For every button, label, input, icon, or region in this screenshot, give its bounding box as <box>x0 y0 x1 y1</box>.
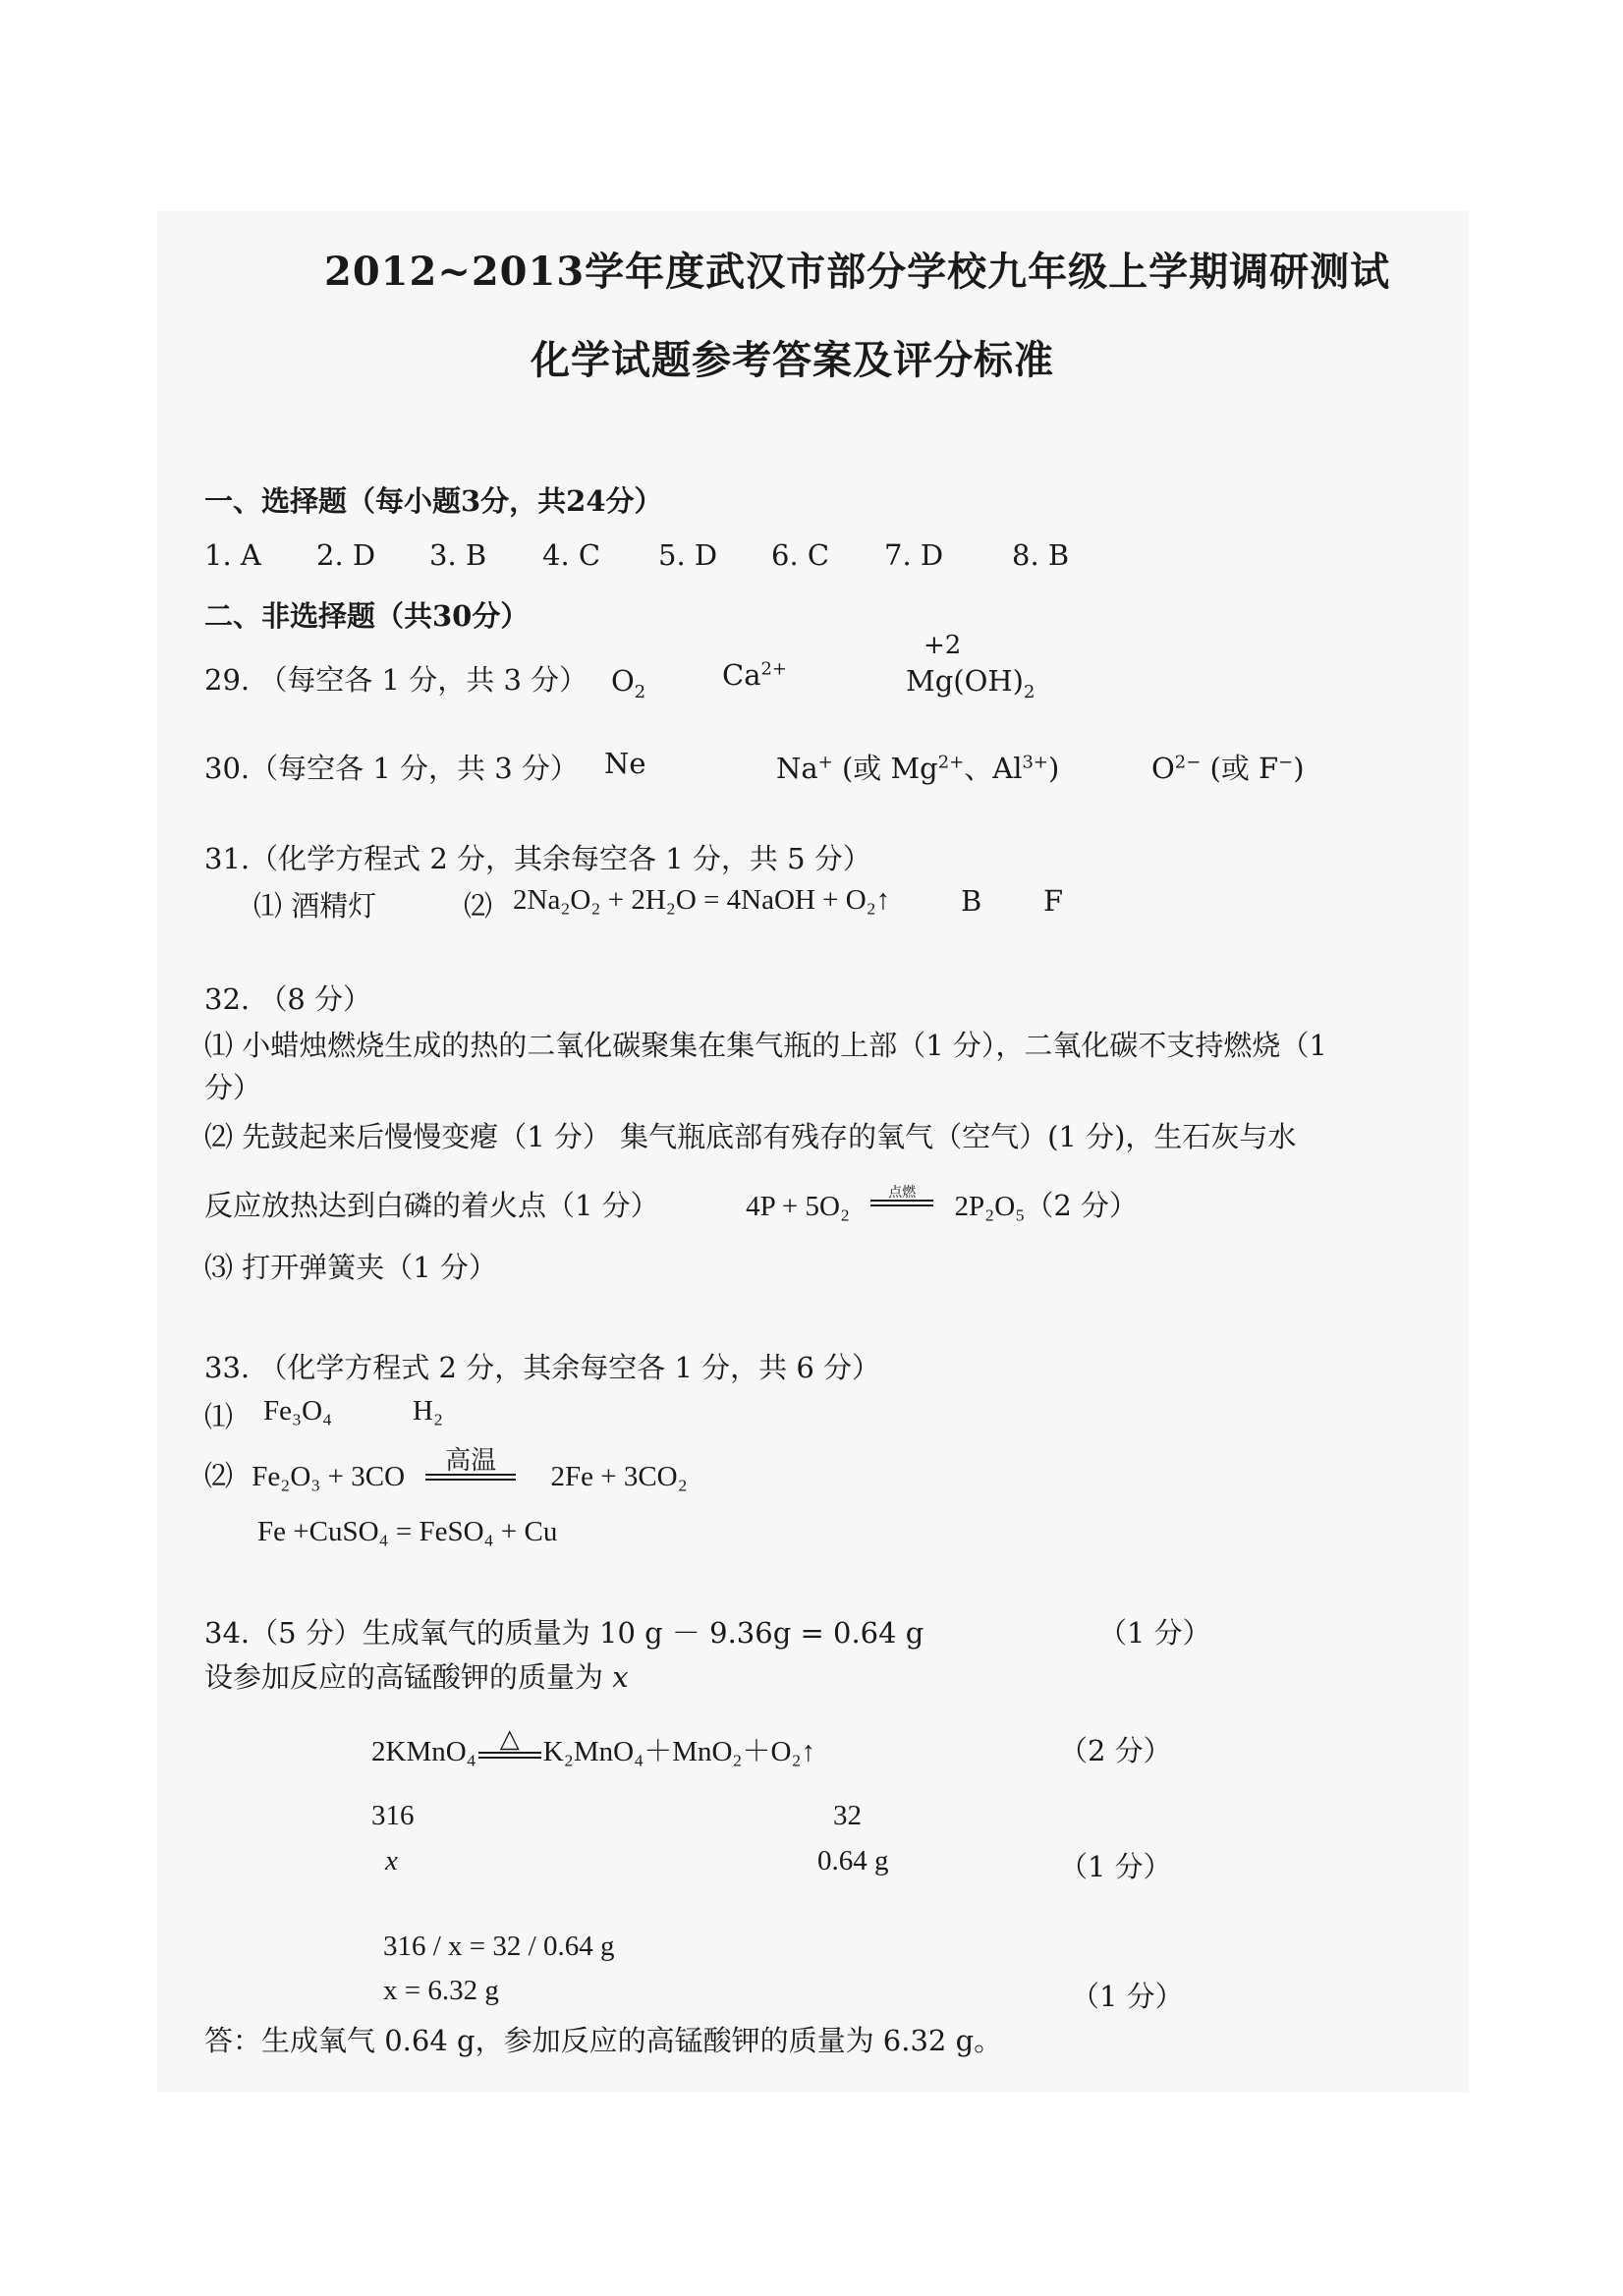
q31-equation: 2Na₂O₂ + 2H₂O = 4NaOH + O₂↑ <box>513 884 891 916</box>
q33-label: 33. （化学方程式 2 分，其余每空各 1 分，共 6 分） <box>204 1351 881 1384</box>
title-line-2: 化学试题参考答案及评分标准 <box>531 337 1054 383</box>
q33-part-1-answer-b: H₂ <box>413 1395 444 1427</box>
q31-answer-f: F <box>1043 884 1064 918</box>
choice-answer-6: 6. C <box>771 538 830 572</box>
q33-part-2-equation-1: ⑵ Fe₂O₃ + 3CO 高温 2Fe + 3CO₂ <box>204 1445 688 1492</box>
q34-final-answer: 答：生成氧气 0.64 g，参加反应的高锰酸钾的质量为 6.32 g。 <box>204 2024 1003 2057</box>
section-2-heading: 二、非选择题（共30分） <box>204 599 530 633</box>
q34-calculation-1: 316 / x = 32 / 0.64 g <box>383 1931 615 1962</box>
q30-answer-1: Ne <box>604 747 646 780</box>
q29-label: 29. （每空各 1 分，共 3 分） <box>204 663 588 697</box>
q34-reaction-condition: △ <box>478 1726 541 1759</box>
q34-label: 34.（5 分）生成氧气的质量为 10 g － 9.36g = 0.64 g <box>204 1616 924 1650</box>
q34-equation: 2KMnO₄ △ K₂MnO₄＋MnO₂＋O₂↑ <box>371 1723 816 1767</box>
q29-valence-mark: +2 <box>923 631 962 660</box>
q32-label: 32. （8 分） <box>204 982 372 1016</box>
choice-answer-2: 2. D <box>316 538 376 572</box>
q29-answer-2: $Ca^{2+}$ <box>722 658 787 692</box>
q34-known-mass: 0.64 g <box>817 1845 889 1876</box>
title-line-1: 2012~2013学年度武汉市部分学校九年级上学期调研测试 <box>324 249 1391 295</box>
q33-part-1-label: ⑴ <box>204 1400 234 1433</box>
q33-part-1-answer-a: Fe₃O₄ <box>263 1395 333 1427</box>
section-1-heading: 一、选择题（每小题3分，共24分） <box>204 484 663 518</box>
choice-answer-1: 1. A <box>204 538 261 572</box>
q34-molar-mass-1: 316 <box>371 1800 415 1831</box>
q32-part-1-line-2: 分） <box>204 1071 262 1104</box>
q30-label: 30.（每空各 1 分，共 3 分） <box>204 752 579 785</box>
q30-answer-2: Na+ (或 $Mg^{2+}$、$Al^{3+}$) <box>776 752 1060 785</box>
choice-answer-5: 5. D <box>658 538 718 572</box>
q32-part-2-line-1: ⑵ 先鼓起来后慢慢变瘪（1 分） 集气瓶底部有残存的氧气（空气）(1 分)，生石灰与水 <box>204 1120 1297 1153</box>
q33-part-2-equation-2: Fe +CuSO₄ = FeSO₄ + Cu <box>257 1516 558 1547</box>
q32-part-3: ⑶ 打开弹簧夹（1 分） <box>204 1251 497 1284</box>
q34-assumption: 设参加反应的高锰酸钾的质量为 x <box>204 1660 629 1694</box>
q29-answer-3: $Mg(OH)_2$ <box>906 664 1035 702</box>
q34-score-4: （1 分） <box>1071 1980 1184 2013</box>
choice-answer-4: 4. C <box>542 538 601 572</box>
q31-part-2-label: ⑵ <box>464 889 493 923</box>
q30-answer-3: $O^{2-}$ (或 F−) <box>1151 752 1305 785</box>
q31-part-1: ⑴ 酒精灯 <box>253 889 377 923</box>
q34-calculation-2: x = 6.32 g <box>383 1975 499 2006</box>
q33-reaction-condition: 高温 <box>425 1448 516 1481</box>
q31-label: 31.（化学方程式 2 分，其余每空各 1 分，共 5 分） <box>204 842 871 875</box>
q34-score-2: （2 分） <box>1059 1734 1172 1767</box>
q34-unknown: x <box>385 1845 398 1876</box>
q34-score-3: （1 分） <box>1059 1850 1172 1883</box>
q34-score-1: （1 分） <box>1098 1616 1211 1650</box>
q32-part-2-line-2: 反应放热达到白磷的着火点（1 分） 4P + 5O₂ 点燃 2P₂O₅（2 分） <box>204 1184 1138 1222</box>
q31-answer-b: B <box>961 884 982 918</box>
q32-reaction-condition: 点燃 <box>870 1186 933 1206</box>
choice-answer-7: 7. D <box>884 538 944 572</box>
q32-part-1-line-1: ⑴ 小蜡烛燃烧生成的热的二氧化碳聚集在集气瓶的上部（1 分），二氧化碳不支持燃烧（1 <box>204 1029 1327 1062</box>
choice-answer-8: 8. B <box>1012 538 1070 572</box>
q34-molar-mass-2: 32 <box>833 1800 862 1831</box>
q29-answer-1: $O_2$ <box>611 664 646 702</box>
choice-answer-3: 3. B <box>429 538 487 572</box>
